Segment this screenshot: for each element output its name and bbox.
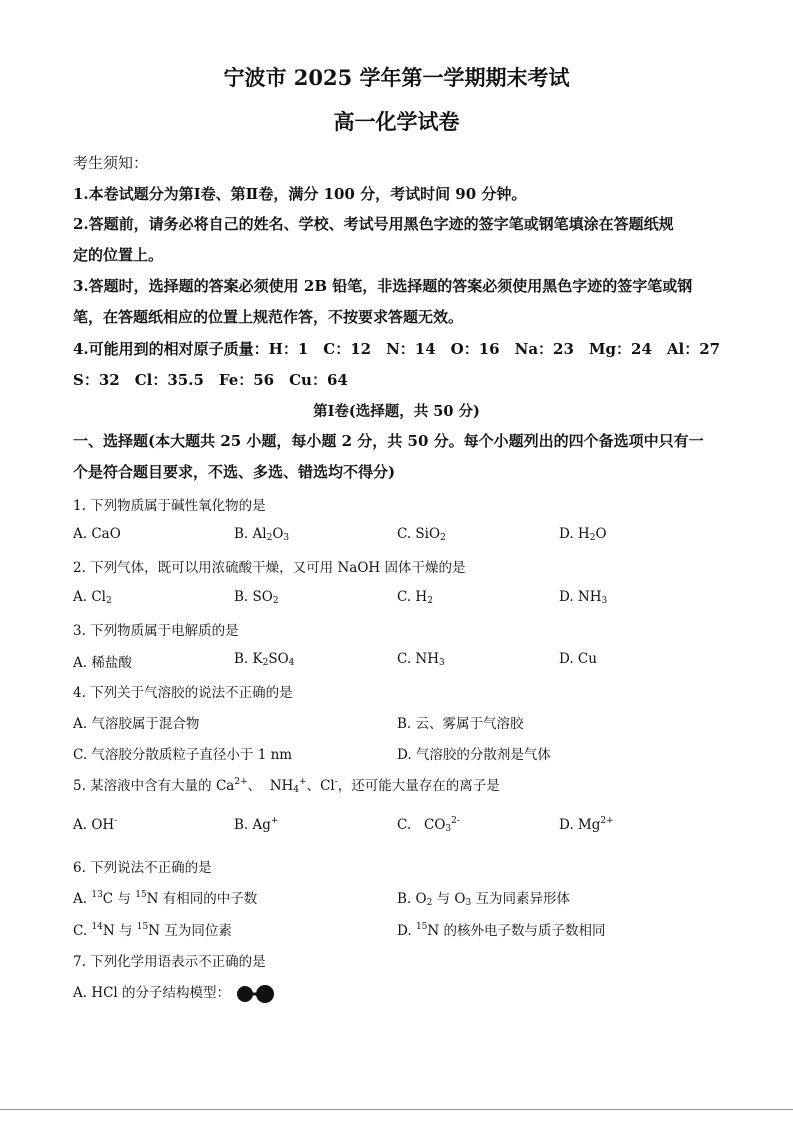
notice-item-2-line1: 2.答题前，请务必将自己的姓名、学校、考试号用黑色字迹的签字笔或钢笔填涂在答题纸规 [73,215,674,233]
section-instruction-line2: 个是符合题目要求，不选、多选、错选均不得分) [73,463,396,481]
page-bottom-divider [0,1109,793,1110]
question-4-option-d: D. 气溶胶的分散剂是气体 [397,747,551,763]
question-3-option-c: C. $NH_3$ [397,651,445,668]
question-3-stem: 3. 下列物质属于电解质的是 [73,623,239,639]
exam-title: 宁波市 2025 学年第一学期期末考试 [223,65,570,90]
question-1-option-c: C. SiO$_2$ [397,526,446,543]
question-1-option-b: B. $Al_2O_3$ [234,526,290,543]
question-1-option-a: A. CaO [73,526,121,542]
question-5-stem: 5. 某溶液中含有大量的 $Ca^{2+}$、 $NH_4^+$、Cl-，还可能大量存在的离子是 [73,777,500,795]
question-7-stem: 7. 下列化学用语表示不正确的是 [73,954,266,970]
question-3-option-d: D. Cu [559,651,597,667]
question-2-option-c: C. $H_2$ [397,589,433,606]
notice-item-4-line2: S：32 Cl：35.5 Fe：56 Cu：64 [73,371,348,389]
question-6-stem: 6. 下列说法不正确的是 [73,860,212,876]
notice-heading: 考生须知： [73,154,149,172]
question-5-option-c: C. $CO_3^{2-}$ [397,816,460,834]
question-2-option-d: D. $NH_3$ [559,589,608,606]
notice-item-2-line2: 定的位置上。 [73,246,164,264]
question-5-option-b: B. Ag+ [234,816,279,833]
question-4-option-c: C. 气溶胶分散质粒子直径小于 1 nm [73,747,293,763]
notice-item-3-line2: 笔，在答题纸相应的位置上规范作答，不按要求答题无效。 [73,308,464,326]
notice-item-4-line1: 4.可能用到的相对原子质量：H：1 C：12 N：14 O：16 Na：23 Mg：24 Al：27 [73,340,721,358]
section-title: 第Ⅰ卷(选择题，共 50 分) [313,403,480,420]
notice-item-1: 1.本卷试题分为第Ⅰ卷、第Ⅱ卷，满分 100 分，考试时间 90 分钟。 [73,185,527,203]
question-6-option-b: B. $O_2$ 与 $O_3$ 互为同素异形体 [397,891,570,908]
question-2-stem: 2. 下列气体，既可以用浓硫酸干燥，又可用 NaOH 固体干燥的是 [73,560,466,576]
question-2-option-b: B. $SO_2$ [234,589,279,606]
question-2-option-a: A. $Cl_2$ [73,589,112,606]
hcl-ball-model-icon [234,984,278,1004]
exam-subtitle: 高一化学试卷 [333,109,460,134]
section-instruction-line1: 一、选择题(本大题共 25 小题，每小题 2 分，共 50 分。每个小题列出的四个备选项中只有一 [73,432,704,450]
question-4-option-b: B. 云、雾属于气溶胶 [397,716,524,732]
question-5-option-d: D. $Mg^{2+}$ [559,816,614,833]
notice-item-3-line1: 3.答题时，选择题的答案必须使用 2B 铅笔，非选择题的答案必须使用黑色字迹的签字笔或钢 [73,277,693,295]
question-5-option-a: A. OH- [73,816,118,833]
question-1-stem: 1. 下列物质属于碱性氧化物的是 [73,498,266,514]
question-3-option-b: B. $K_2SO_4$ [234,651,295,668]
question-6-option-c: C. $^{14}$N 与 $^{15}$N 互为同位素 [73,922,232,939]
question-3-option-a: A. 稀盐酸 [73,655,132,671]
question-1-option-d: D. $H_2O$ [559,526,607,543]
question-4-stem: 4. 下列关于气溶胶的说法不正确的是 [73,685,293,701]
question-6-option-a: A. $^{13}$C 与 $^{15}$N 有相同的中子数 [73,890,258,907]
question-7-option-a: A. HCl 的分子结构模型： [73,981,278,1004]
question-6-option-d: D. $^{15}$N 的核外电子数与质子数相同 [397,922,606,939]
question-4-option-a: A. 气溶胶属于混合物 [73,716,200,732]
